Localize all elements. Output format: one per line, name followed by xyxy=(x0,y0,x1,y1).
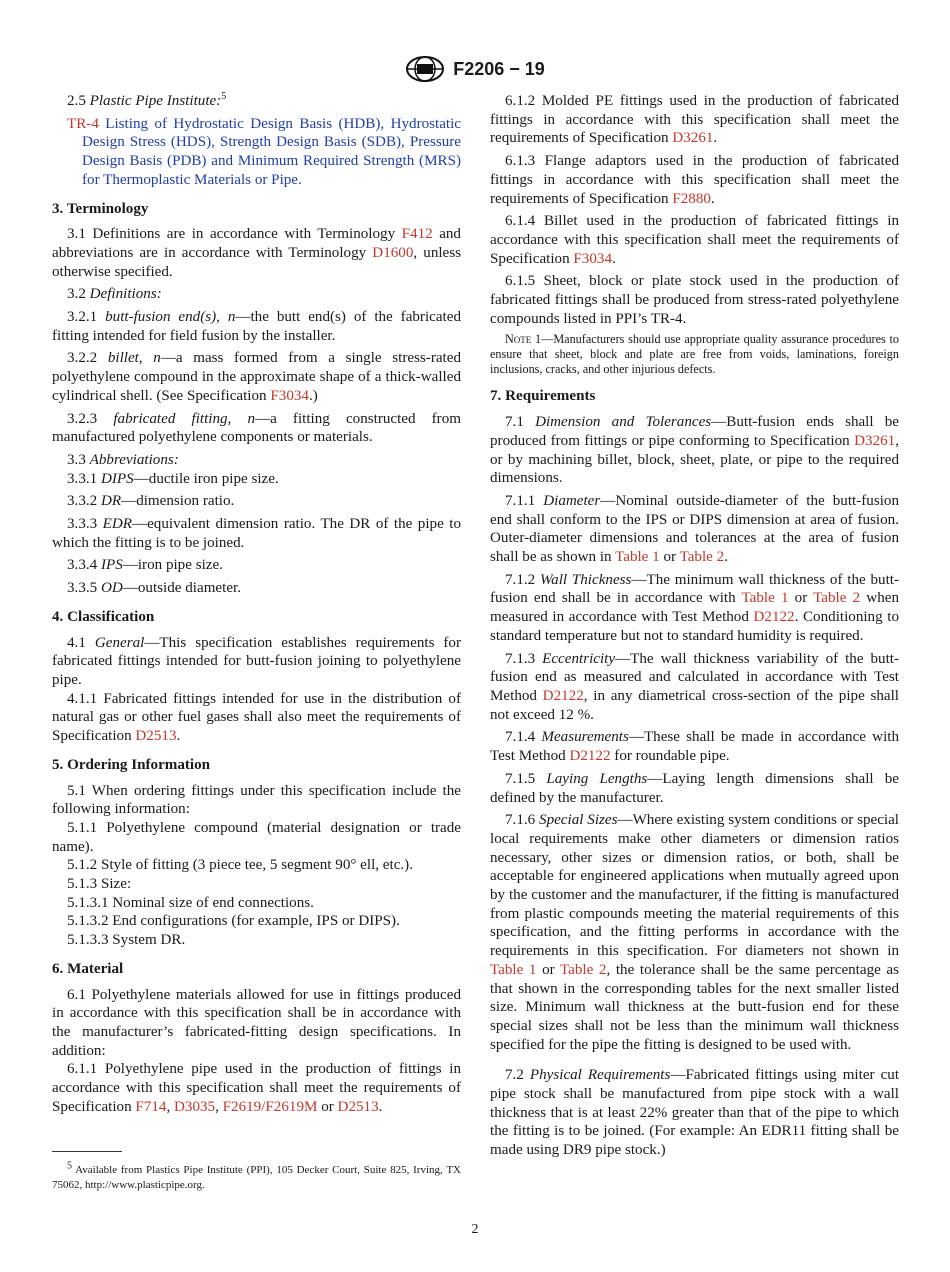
astm-logo-icon xyxy=(405,56,445,82)
heading-classification: 4. Classification xyxy=(52,608,155,625)
para-3-3: 3.3 Abbreviations: xyxy=(67,451,179,468)
link-d2122[interactable]: D2122 xyxy=(542,687,584,704)
link-f3034[interactable]: F3034 xyxy=(270,387,309,404)
para-3-2-2: 3.2.2 billet, n—a mass formed from a single stress-rated polyethylene compound in the approximate shape of a thick-walled cylindrical shell. (See Specification F3034.) xyxy=(52,350,461,404)
section-2-5: 2.5 Plastic Pipe Institute:$^5$ xyxy=(67,90,227,109)
link-d3261[interactable]: D3261 xyxy=(672,130,714,147)
left-column xyxy=(52,92,461,1120)
para-6-1: 6.1 Polyethylene materials allowed for use in fittings produced in accordance with this specification shall be in accordance with the manufacturer’s fabricated-fitting design specifications. In addition: xyxy=(52,986,461,1059)
link-d1600[interactable]: D1600 xyxy=(372,244,414,261)
link-f2619[interactable]: F2619/F2619M xyxy=(222,1098,318,1115)
link-f3034[interactable]: F3034 xyxy=(573,250,612,267)
page-header xyxy=(0,56,950,82)
heading-material: 6. Material xyxy=(52,960,124,977)
heading-terminology: 3. Terminology xyxy=(52,200,149,217)
para-4-1-1: 4.1.1 Fabricated fittings intended for use in the distribution of natural gas or other fuel gases shall also meet the requirements of Specification D2513. xyxy=(52,690,461,745)
para-7-1-1: 7.1.1 Diameter—Nominal outside-diameter of the butt-fusion end shall conform to the IPS or DIPS dimension at area of fusion. Outer-diameter dimensions and tolerances at the area of fusion shall be as shown in Table 1 or Table 2. xyxy=(490,492,899,566)
para-7-1-3: 7.1.3 Eccentricity—The wall thickness variability of the butt-fusion end as measured and calculated in accordance with Test Method D2122, in any diametrical cross-section of the pipe shall not exceed 12 %. xyxy=(490,650,899,723)
page-number: 2 xyxy=(471,1222,479,1237)
para-3-2-3: 3.2.3 fabricated fitting, n—a fitting constructed from manufactured polyethylene components or materials. xyxy=(52,410,461,446)
link-d2513[interactable]: D2513 xyxy=(337,1098,379,1115)
para-3-3-4: 3.3.4 IPS—iron pipe size. xyxy=(67,557,223,574)
para-5-1-3: 5.1.3 Size: xyxy=(67,876,132,893)
para-4-1: 4.1 General—This specification establishes requirements for fabricated fittings intended for butt-fusion joining to polyethylene pipe. xyxy=(52,634,462,688)
para-7-1-5: 7.1.5 Laying Lengths—Laying length dimensions shall be defined by the manufacturer. xyxy=(490,770,900,806)
para-6-1-5: 6.1.5 Sheet, block or plate stock used in the production of fabricated fittings shall be produced from stress-rated polyethylene compounds listed in PPI’s TR-4. xyxy=(490,273,899,327)
link-f412[interactable]: F412 xyxy=(401,226,433,243)
link-d2513[interactable]: D2513 xyxy=(135,728,177,745)
footnote-divider xyxy=(52,1151,122,1152)
para-7-2: 7.2 Physical Requirements—Fabricated fittings using miter cut pipe stock shall be manufactured from pipe stock with a wall thickness that is at least 22% greater than that of the pipe to which the fitting is to be joined. (For example: An EDR11 fitting shall be made using DR9 pipe stock.) xyxy=(490,1067,900,1159)
link-table-2[interactable]: Table 2 xyxy=(813,590,861,607)
right-column xyxy=(490,92,899,1164)
para-3-1: 3.1 Definitions are in accordance with Terminology F412 and abbreviations are in accordance with Terminology D1600, unless otherwise specified. xyxy=(52,226,462,280)
link-d2122[interactable]: D2122 xyxy=(753,609,795,626)
heading-ordering: 5. Ordering Information xyxy=(52,756,211,773)
link-table-1[interactable]: Table 1 xyxy=(741,590,789,607)
para-5-1-3-2: 5.1.3.2 End configurations (for example, IPS or DIPS). xyxy=(67,913,400,930)
link-table-2[interactable]: Table 2 xyxy=(560,961,607,978)
para-5-1: 5.1 When ordering fittings under this specification include the following information: xyxy=(52,782,461,818)
para-6-1-1: 6.1.1 Polyethylene pipe used in the production of fittings in accordance with this specification shall meet the requirements of Specification F714, D3035, F2619/F2619M or D2513. xyxy=(52,1061,461,1115)
reference-tr4: TR-4 Listing of Hydrostatic Design Basis (HDB), Hydrostatic Design Stress (HDS), Strength Design Basis (SDB), Pressure Design Basis (PDB) and Minimum Required Strength (MRS) for Thermoplastic Materials or Pipe. xyxy=(67,115,461,188)
para-5-1-1: 5.1.1 Polyethylene compound (material designation or trade name). xyxy=(52,819,461,855)
heading-requirements: 7. Requirements xyxy=(490,388,596,405)
para-7-1: 7.1 Dimension and Tolerances—Butt-fusion ends shall be produced from fittings or pipe conforming to Specification D3261, or by machining billet, block, sheet, plate, or pipe to the required dimensions. xyxy=(490,414,900,487)
link-f714[interactable]: F714 xyxy=(135,1098,167,1115)
para-6-1-4: 6.1.4 Billet used in the production of fabricated fittings in accordance with this specification shall meet the requirements of Specification F3034. xyxy=(490,213,899,267)
footnote-5: $^5$ Available from Plastics Pipe Institute (PPI), 105 Decker Court, Suite 825, Irving, TX 75062, http://www.plasticpipe.org. xyxy=(52,1160,461,1191)
para-3-3-5: 3.3.5 OD—outside diameter. xyxy=(67,580,241,597)
document-id: F2206 − 19 xyxy=(453,58,545,79)
para-7-1-2: 7.1.2 Wall Thickness—The minimum wall thickness of the butt-fusion end shall be in accordance with Table 1 or Table 2 when measured in accordance with Test Method D2122. Conditioning to standard temperature but not to standard humidity is required. xyxy=(490,571,900,644)
para-3-3-3: 3.3.3 EDR—equivalent dimension ratio. The DR of the pipe to which the fitting is to be joined. xyxy=(52,516,461,551)
para-6-1-2: 6.1.2 Molded PE fittings used in the production of fabricated fittings in accordance with this specification shall meet the requirements of Specification D3261. xyxy=(490,93,899,147)
para-7-1-6: 7.1.6 Special Sizes—Where existing system conditions or special local requirements make other diameters or dimension ratios necessary, other sizes or dimension ratios, or both, shall be acceptable for engineered applications when mutually agreed upon by the customer and the manufacturer, if the fitting is manufactured from plastic compounds meeting the material requirements of this specification, and the fitting performs in accordance with the requirements in this specification. For diameters not shown in Table 1 or Table 2, the tolerance shall be the same percentage as that shown in the corresponding tables for the next smaller listed size. Minimum wall thickness at the butt-fusion end for these special sizes shall not be less than the minimum wall thickness specified for the pipe the fitting is designed to be used with. xyxy=(490,812,900,1053)
para-3-3-1: 3.3.1 DIPS—ductile iron pipe size. xyxy=(67,470,279,487)
link-table-1[interactable]: Table 1 xyxy=(490,961,537,978)
link-table-1[interactable]: Table 1 xyxy=(615,549,660,566)
link-d2122[interactable]: D2122 xyxy=(569,748,611,765)
link-tr4[interactable]: TR-4 xyxy=(67,115,99,132)
para-5-1-2: 5.1.2 Style of fitting (3 piece tee, 5 segment 90° ell, etc.). xyxy=(67,857,413,874)
para-3-3-2: 3.3.2 DR—dimension ratio. xyxy=(67,493,235,510)
para-3-2-1: 3.2.1 butt-fusion end(s), n—the butt end(s) of the fabricated fitting intended for field fusion by the installer. xyxy=(52,309,461,344)
link-d3261[interactable]: D3261 xyxy=(854,432,896,449)
para-5-1-3-3: 5.1.3.3 System DR. xyxy=(67,932,186,949)
link-d3035[interactable]: D3035 xyxy=(174,1098,216,1115)
link-table-2[interactable]: Table 2 xyxy=(679,549,725,566)
para-6-1-3: 6.1.3 Flange adaptors used in the production of fabricated fittings in accordance with this specification shall meet the requirements of Specification F2880. xyxy=(490,153,899,207)
para-3-2: 3.2 Definitions: xyxy=(67,286,162,303)
link-f2880[interactable]: F2880 xyxy=(672,190,711,207)
para-5-1-3-1: 5.1.3.1 Nominal size of end connections. xyxy=(67,894,314,911)
note-1: Note 1—Manufacturers should use appropriate quality assurance procedures to ensure that sheet, block and plate are free from voids, laminations, foreign inclusions, cracks, and other injurious defects. xyxy=(490,332,899,377)
para-7-1-4: 7.1.4 Measurements—These shall be made in accordance with Test Method D2122 for roundable pipe. xyxy=(490,729,900,765)
